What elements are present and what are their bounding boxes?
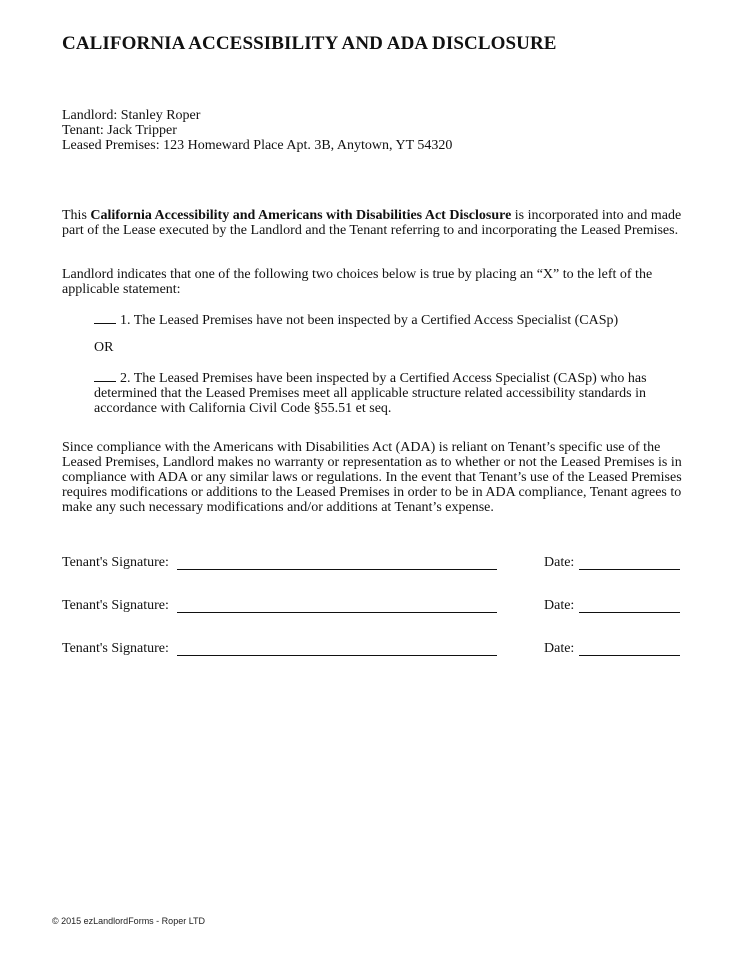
- signature-label: Tenant's Signature:: [62, 555, 169, 570]
- choice-2-checkbox-blank[interactable]: [94, 369, 116, 382]
- date-label: Date:: [544, 555, 575, 570]
- choice-1-checkbox-blank[interactable]: [94, 311, 116, 324]
- or-separator: OR: [94, 340, 114, 355]
- intro-bold-title: California Accessibility and Americans with Disabilities Act Disclosure: [90, 208, 512, 223]
- signature-line[interactable]: [177, 612, 497, 613]
- signature-line[interactable]: [177, 655, 497, 656]
- signature-row: [62, 598, 682, 618]
- choice-2-text: 2. The Leased Premises have been inspected by a Certified Access Specialist (CASp) who has determined that the Leased Premises meet all applicable structure related accessibility standards in accordance with California Civil Code §55.51 et seq.: [94, 371, 647, 416]
- choice-1: [94, 311, 694, 328]
- signature-label: Tenant's Signature:: [62, 598, 169, 613]
- date-label: Date:: [544, 598, 575, 613]
- choice-2: [94, 369, 694, 416]
- copyright-footer: © 2015 ezLandlordForms - Roper LTD: [52, 916, 206, 926]
- date-line[interactable]: [579, 612, 680, 613]
- signature-row: [62, 555, 682, 575]
- date-line[interactable]: [579, 655, 680, 656]
- document-title: CALIFORNIA ACCESSIBILITY AND ADA DISCLOSURE: [62, 33, 557, 54]
- signature-line[interactable]: [177, 569, 497, 570]
- choice-1-text: 1. The Leased Premises have not been inspected by a Certified Access Specialist (CASp): [120, 313, 619, 328]
- premises-line: Leased Premises: 123 Homeward Place Apt. 3B, Anytown, YT 54320: [62, 138, 453, 153]
- signature-row: [62, 641, 682, 661]
- date-label: Date:: [544, 641, 575, 656]
- tenant-line: Tenant: Jack Tripper: [62, 123, 177, 138]
- intro-prefix: This: [62, 208, 91, 223]
- ada-paragraph: Since compliance with the Americans with Disabilities Act (ADA) is reliant on Tenant’s specific use of the Leased Premises, Landlord makes no warranty or representation as to whether or not the Leased Premises is in compliance with ADA or any similar laws or regulations. In the event that Tenant’s use of the Leased Premises requires modifications or additions to the Leased Premises in order to be in ADA compliance, Tenant agrees to make any such necessary modifications and/or additions at Tenant’s expense.: [62, 440, 682, 515]
- date-line[interactable]: [579, 569, 680, 570]
- signature-label: Tenant's Signature:: [62, 641, 169, 656]
- parties-block: [62, 108, 452, 153]
- landlord-line: Landlord: Stanley Roper: [62, 108, 201, 123]
- intro-paragraph: [62, 208, 692, 238]
- intro-suffix: is incorporated into and made part of the Lease executed by the Landlord and the Tenant referring to and incorporating the Leased Premises.: [62, 208, 682, 238]
- indicate-paragraph: Landlord indicates that one of the following two choices below is true by placing an “X” to the left of the applicable statement:: [62, 267, 653, 297]
